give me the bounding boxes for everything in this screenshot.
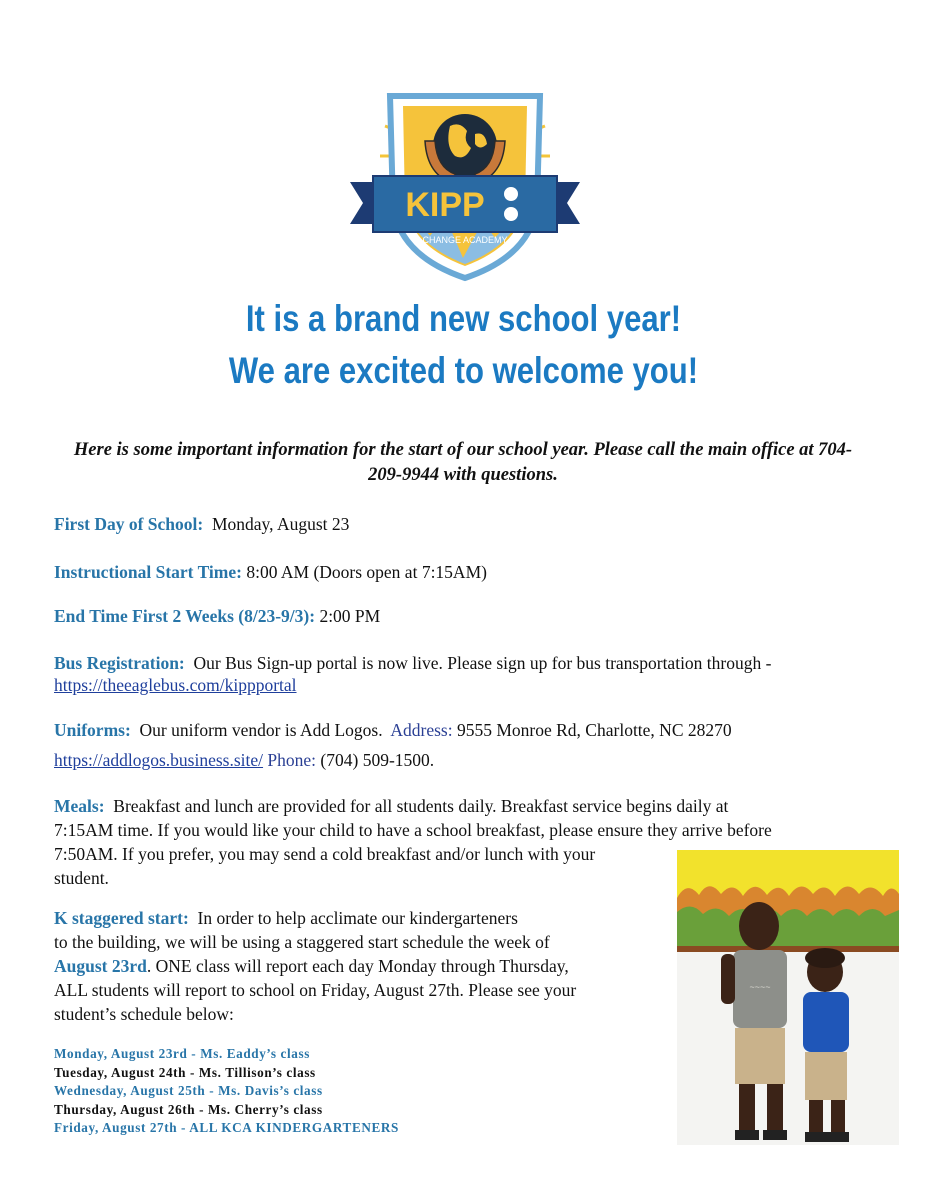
meals-line-1: Breakfast and lunch are provided for all students daily. Breakfast service begins daily at (113, 796, 729, 816)
meals-line-4: student. (54, 868, 109, 888)
k-staggered-line-5: student’s schedule below: (54, 1004, 234, 1024)
k-staggered-section (54, 906, 674, 1026)
phone-period: . (429, 750, 435, 770)
uniforms-text: Our uniform vendor is Add Logos. (139, 720, 383, 740)
first-day-row (54, 512, 349, 536)
meals-line-3: 7:50AM. If you prefer, you may send a cold breakfast and/or lunch with your (54, 844, 596, 864)
k-staggered-date: August 23rd (54, 956, 147, 976)
end-time-value: 2:00 PM (319, 606, 381, 626)
students-photo (677, 850, 899, 1145)
bus-section (54, 651, 894, 675)
end-time-label: End Time First 2 Weeks (8/23-9/3): (54, 606, 316, 626)
start-time-label: Instructional Start Time: (54, 562, 242, 582)
address-label: Address: (390, 720, 453, 740)
start-time-row (54, 560, 487, 584)
intro-text: Here is some important information for the start of our school year. Please call the main office at 704-209-9944 with questions. (73, 440, 853, 485)
headline-line-2: We are excited to welcome you! (228, 350, 699, 391)
logo-kipp: KIPP (405, 186, 485, 224)
address-value: 9555 Monroe Rd, Charlotte, NC 28270 (456, 720, 732, 740)
first-day-label: First Day of School: (54, 514, 204, 534)
uniforms-label: Uniforms: (54, 720, 131, 740)
phone-label: Phone: (267, 750, 317, 770)
schedule-item-thursday: Thursday, August 26th - Ms. Cherry’s class (54, 1101, 323, 1117)
end-time-row (54, 604, 380, 628)
schedule-item-monday: Monday, August 23rd - Ms. Eaddy’s class (54, 1046, 310, 1061)
schedule-item-tuesday: Tuesday, August 24th - Ms. Tillison’s class (54, 1064, 316, 1080)
k-staggered-line-3: . ONE class will report each day Monday through Thursday, (146, 956, 569, 976)
logo-subtitle: CHANGE ACADEMY (422, 235, 508, 245)
bus-portal-link[interactable]: https://theeaglebus.com/kippportal (54, 675, 297, 695)
uniforms-link[interactable]: https://addlogos.business.site/ (54, 750, 264, 770)
bus-text: Our Bus Sign-up portal is now live. Please sign up for bus transportation through - (193, 653, 772, 673)
uniforms-section (54, 718, 894, 742)
schedule-list (54, 1045, 399, 1138)
schedule-item-wednesday: Wednesday, August 25th - Ms. Davis’s class (54, 1083, 323, 1098)
meals-label: Meals: (54, 796, 105, 816)
meals-line-2: 7:15AM time. If you would like your child to have a school breakfast, please ensure they arrive before (54, 820, 772, 840)
k-staggered-line-4: ALL students will report to school on Friday, August 27th. Please see your (54, 980, 577, 1000)
phone-value: (704) 509-1500 (320, 750, 430, 770)
k-staggered-line-1: In order to help acclimate our kindergarteners (197, 908, 518, 928)
headline-line-1: It is a brand new school year! (245, 298, 682, 339)
kipp-logo (345, 86, 585, 282)
svg-text:~~~~: ~~~~ (749, 982, 771, 992)
k-staggered-label: K staggered start: (54, 908, 189, 928)
first-day-value: Monday, August 23 (211, 514, 350, 534)
k-staggered-line-2: to the building, we will be using a staggered start schedule the week of (54, 932, 550, 952)
schedule-item-friday: Friday, August 27th - ALL KCA KINDERGARTENERS (54, 1120, 399, 1135)
bus-label: Bus Registration: (54, 653, 185, 673)
start-time-value: 8:00 AM (Doors open at 7:15AM) (246, 562, 487, 582)
